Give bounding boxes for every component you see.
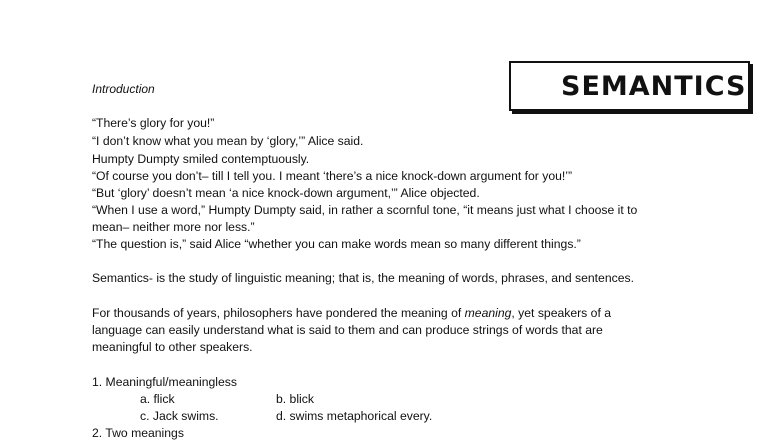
example-item: d. swims metaphorical every. [276, 409, 433, 423]
dialogue-line: “Of course you don’t– till I tell you. I meant ‘there’s a nice knock-down argument for you!’” [92, 169, 573, 183]
paragraph-line: language can easily understand what is said to them and can produce strings of words that are [92, 323, 603, 337]
dialogue-line: “But ‘glory’ doesn’t mean ‘a nice knock-down argument,’” Alice objected. [92, 186, 480, 200]
paragraph-line: meaningful to other speakers. [92, 340, 253, 354]
paragraph-text: For thousands of years, philosophers have pondered the meaning of [92, 306, 465, 320]
example-item: b. blick [276, 392, 314, 406]
dialogue-line: mean– neither more nor less.” [92, 220, 255, 234]
definition-text: Semantics- is the study of linguistic meaning; that is, the meaning of words, phrases, and sentences. [92, 271, 634, 285]
example-item: c. Jack swims. [140, 409, 219, 423]
paragraph-line [92, 306, 611, 320]
dialogue-line: “There’s glory for you!” [92, 116, 215, 130]
dialogue-line: “I don’t know what you mean by ‘glory,’” Alice said. [92, 134, 364, 148]
example-item: a. flick [140, 392, 175, 406]
emphasis-word: meaning [464, 306, 512, 320]
list-item: 2. Two meanings [92, 426, 184, 440]
dialogue-line: “The question is,” said Alice “whether you can make words mean so many different things.” [92, 237, 581, 251]
title-box [509, 61, 750, 111]
paragraph-text: , yet speakers of a [511, 306, 611, 320]
section-heading: Introduction [92, 82, 155, 96]
dialogue-line: “When I use a word,” Humpty Dumpty said, in rather a scornful tone, “it means just what I choose it to [92, 203, 638, 217]
dialogue-line: Humpty Dumpty smiled contemptuously. [92, 152, 310, 166]
document-title: SEMANTICS [561, 71, 747, 102]
list-item: 1. Meaningful/meaningless [92, 375, 237, 389]
